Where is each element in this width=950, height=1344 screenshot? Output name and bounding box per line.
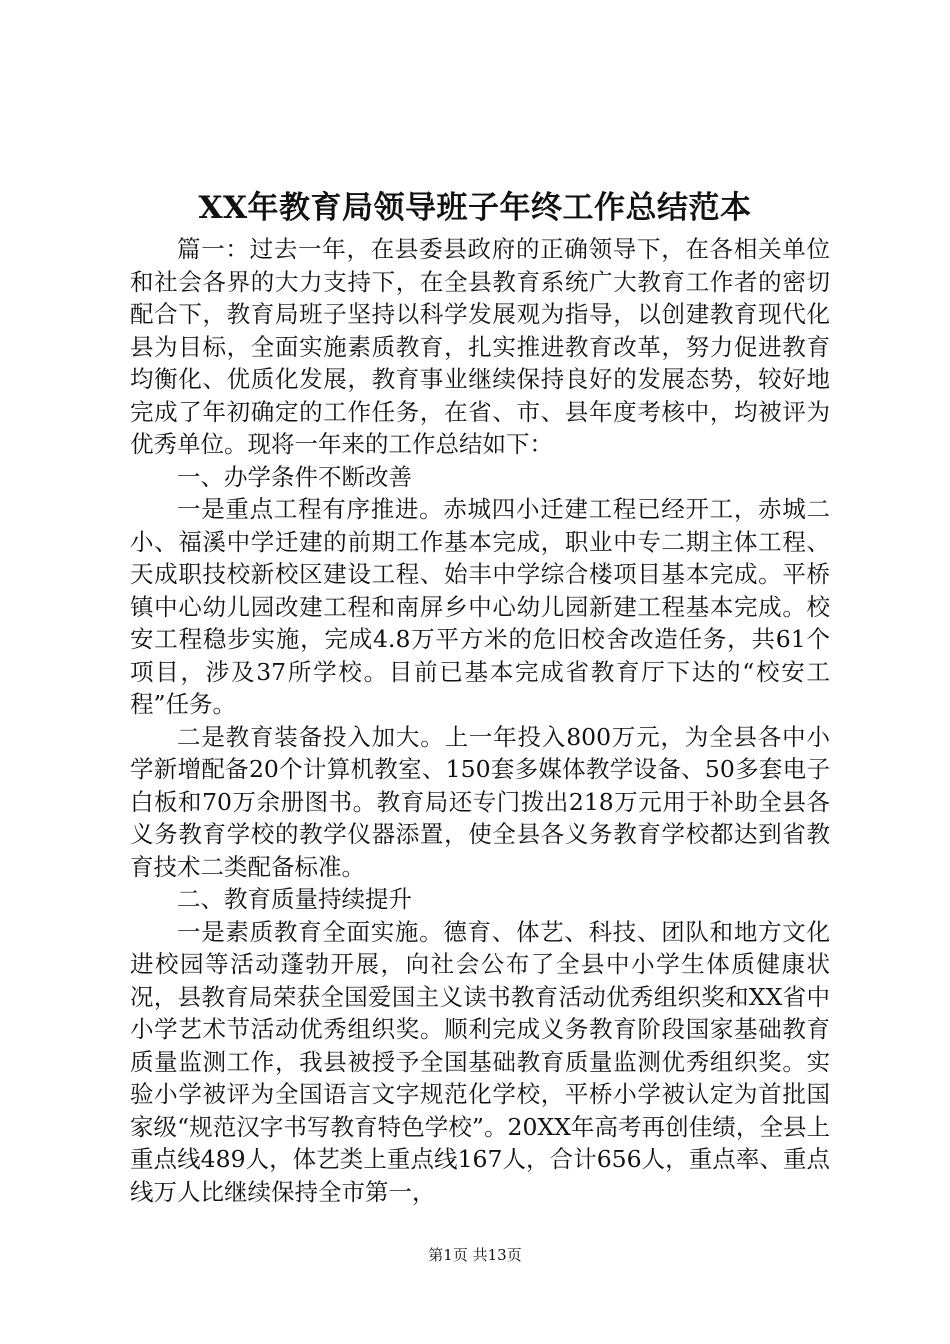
document-title: XX年教育局领导班子年终工作总结范本 — [198, 190, 752, 226]
document-body — [130, 233, 830, 1208]
section-heading-2: 二、教育质量持续提升 — [177, 885, 412, 913]
paragraph-quality-education: 一是素质教育全面实施。德育、体艺、科技、团队和地方文化进校园等活动蓬勃开展，向社会公布了全县中小学生体质健康状况，县教育局荣获全国爱国主义读书教育活动优秀组织奖和XX省中小学艺术节活动优秀组织奖。顺利完成义务教育阶段国家基础教育质量监测工作，我县被授予全国基础教育质量监测优秀组织奖。实验小学被评为全国语言文字规范化学校，平桥小学被认定为首批国家级“规范汉字书写教育特色学校”。20XX年高考再创佳绩，全县上重点线489人，体艺类上重点线167人，合计656人，重点率、重点线万人比继续保持全市第一， — [130, 917, 830, 1206]
page-footer: 第1页 共13页 — [428, 1246, 522, 1264]
paragraph-intro: 篇一：过去一年，在县委县政府的正确领导下，在各相关单位和社会各界的大力支持下，在全县教育系统广大教育工作者的密切配合下，教育局班子坚持以科学发展观为指导，以创建教育现代化县为目标，全面实施素质教育，扎实推进教育改革，努力促进教育均衡化、优质化发展，教育事业继续保持良好的发展态势，较好地完成了年初确定的工作任务，在省、市、县年度考核中，均被评为优秀单位。现将一年来的工作总结如下： — [130, 235, 830, 458]
section-heading-1: 一、办学条件不断改善 — [177, 462, 412, 491]
paragraph-key-projects: 一是重点工程有序推进。赤城四小迁建工程已经开工，赤城二小、福溪中学迁建的前期工作基本完成，职业中专二期主体工程、天成职技校新校区建设工程、始丰中学综合楼项目基本完成。平桥镇中心幼儿园改建工程和南屏乡中心幼儿园新建工程基本完成。校安工程稳步实施，完成4.8万平方米的危旧校舍改造任务，共61个项目，涉及37所学校。目前已基本完成省教育厅下达的“校安工程”任务。 — [130, 495, 830, 718]
paragraph-equipment: 二是教育装备投入加大。上一年投入800万元，为全县各中小学新增配备20个计算机教室、150套多媒体教学设备、50多套电子白板和70万余册图书。教育局还专门拨出218万元用于补助全县各义务教育学校的教学仪器添置，使全县各义务教育学校都达到省教育技术二类配备标准。 — [130, 722, 830, 881]
